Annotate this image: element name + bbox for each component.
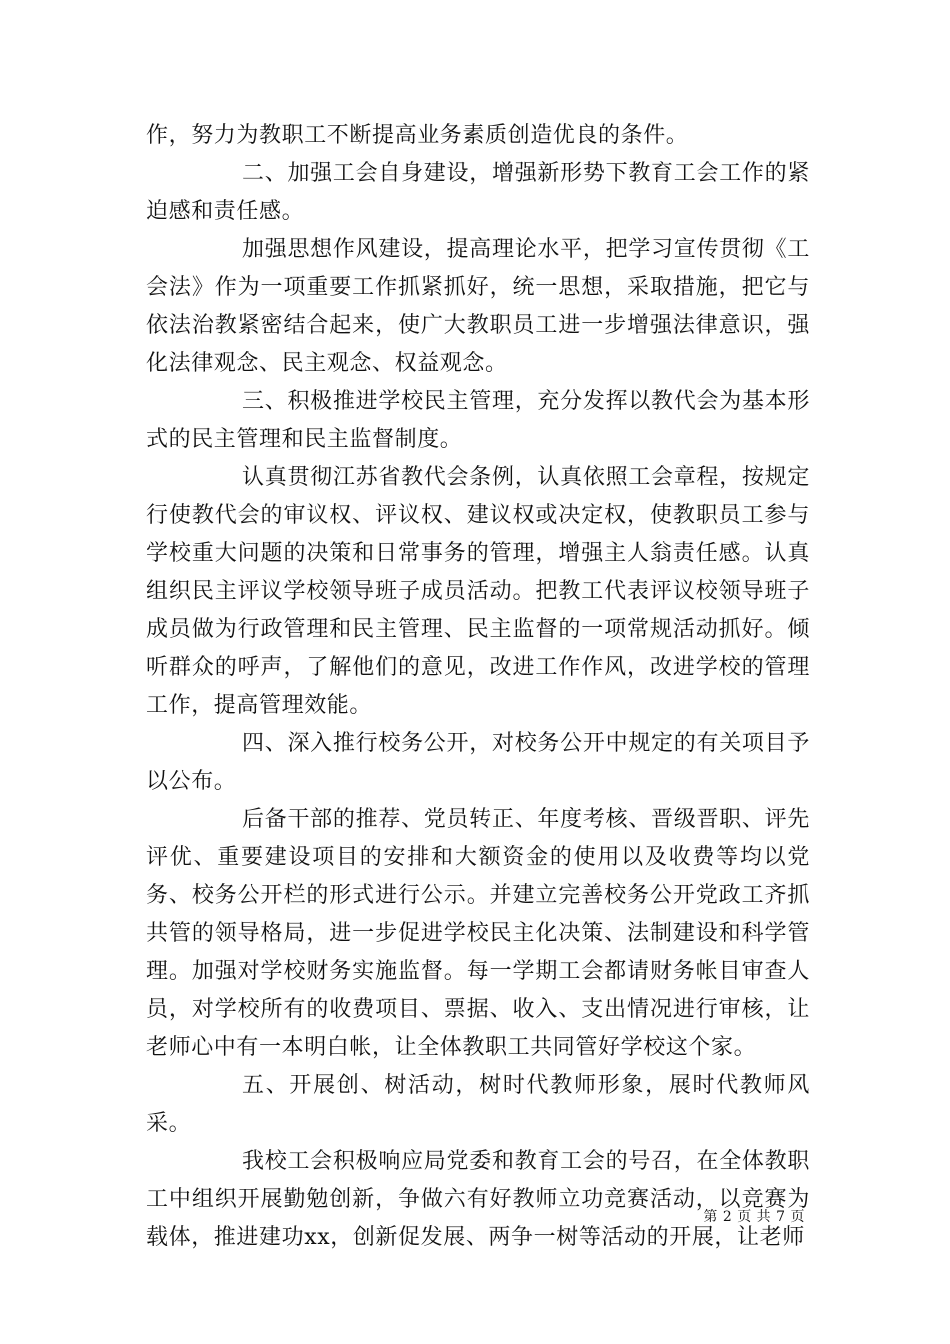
paragraph-continuation: 作，努力为教职工不断提高业务素质创造优良的条件。 [146, 123, 689, 148]
document-body [146, 117, 810, 1257]
paragraph: 认真贯彻江苏省教代会条例，认真依照工会章程，按规定行使教代会的审议权、评议权、建议权或决定权，使教职员工参与学校重大问题的决策和日常事务的管理，增强主人翁责任感。认真组织民主评议学校领导班子成员活动。把教工代表评议校领导班子成员做为行政管理和民主管理、民主监督的一项常规活动抓好。倾听群众的呼声，了解他们的意见，改进工作作风，改进学校的管理工作，提高管理效能。 [146, 465, 810, 718]
section-heading-2: 二、加强工会自身建设，增强新形势下教育工会工作的紧迫感和责任感。 [146, 161, 810, 224]
paragraph: 加强思想作风建设，提高理论水平，把学习宣传贯彻《工会法》作为一项重要工作抓紧抓好，统一思想，采取措施，把它与依法治教紧密结合起来，使广大教职员工进一步增强法律意识，强化法律观念、民主观念、权益观念。 [146, 237, 810, 376]
paragraph: 后备干部的推荐、党员转正、年度考核、晋级晋职、评先评优、重要建设项目的安排和大额资金的使用以及收费等均以党务、校务公开栏的形式进行公示。并建立完善校务公开党政工齐抓共管的领导格局，进一步促进学校民主化决策、法制建设和科学管理。加强对学校财务实施监督。每一学期工会都请财务帐目审查人员，对学校所有的收费项目、票据、收入、支出情况进行审核，让老师心中有一本明白帐，让全体教职工共同管好学校这个家。 [146, 807, 810, 1060]
paragraph: 我校工会积极响应局党委和教育工会的号召，在全体教职工中组织开展勤勉创新，争做六有好教师立功竞赛活动，以竞赛为载体，推进建功xx，创新促发展、两争一树等活动的开展，让老师 [146, 1149, 810, 1250]
section-heading-3: 三、积极推进学校民主管理，充分发挥以教代会为基本形式的民主管理和民主监督制度。 [146, 389, 810, 452]
page-number: 第 2 页 共 7 页 [703, 1209, 805, 1225]
section-heading-5: 五、开展创、树活动，树时代教师形象，展时代教师风采。 [146, 1073, 810, 1136]
section-heading-4: 四、深入推行校务公开，对校务公开中规定的有关项目予以公布。 [146, 731, 810, 794]
